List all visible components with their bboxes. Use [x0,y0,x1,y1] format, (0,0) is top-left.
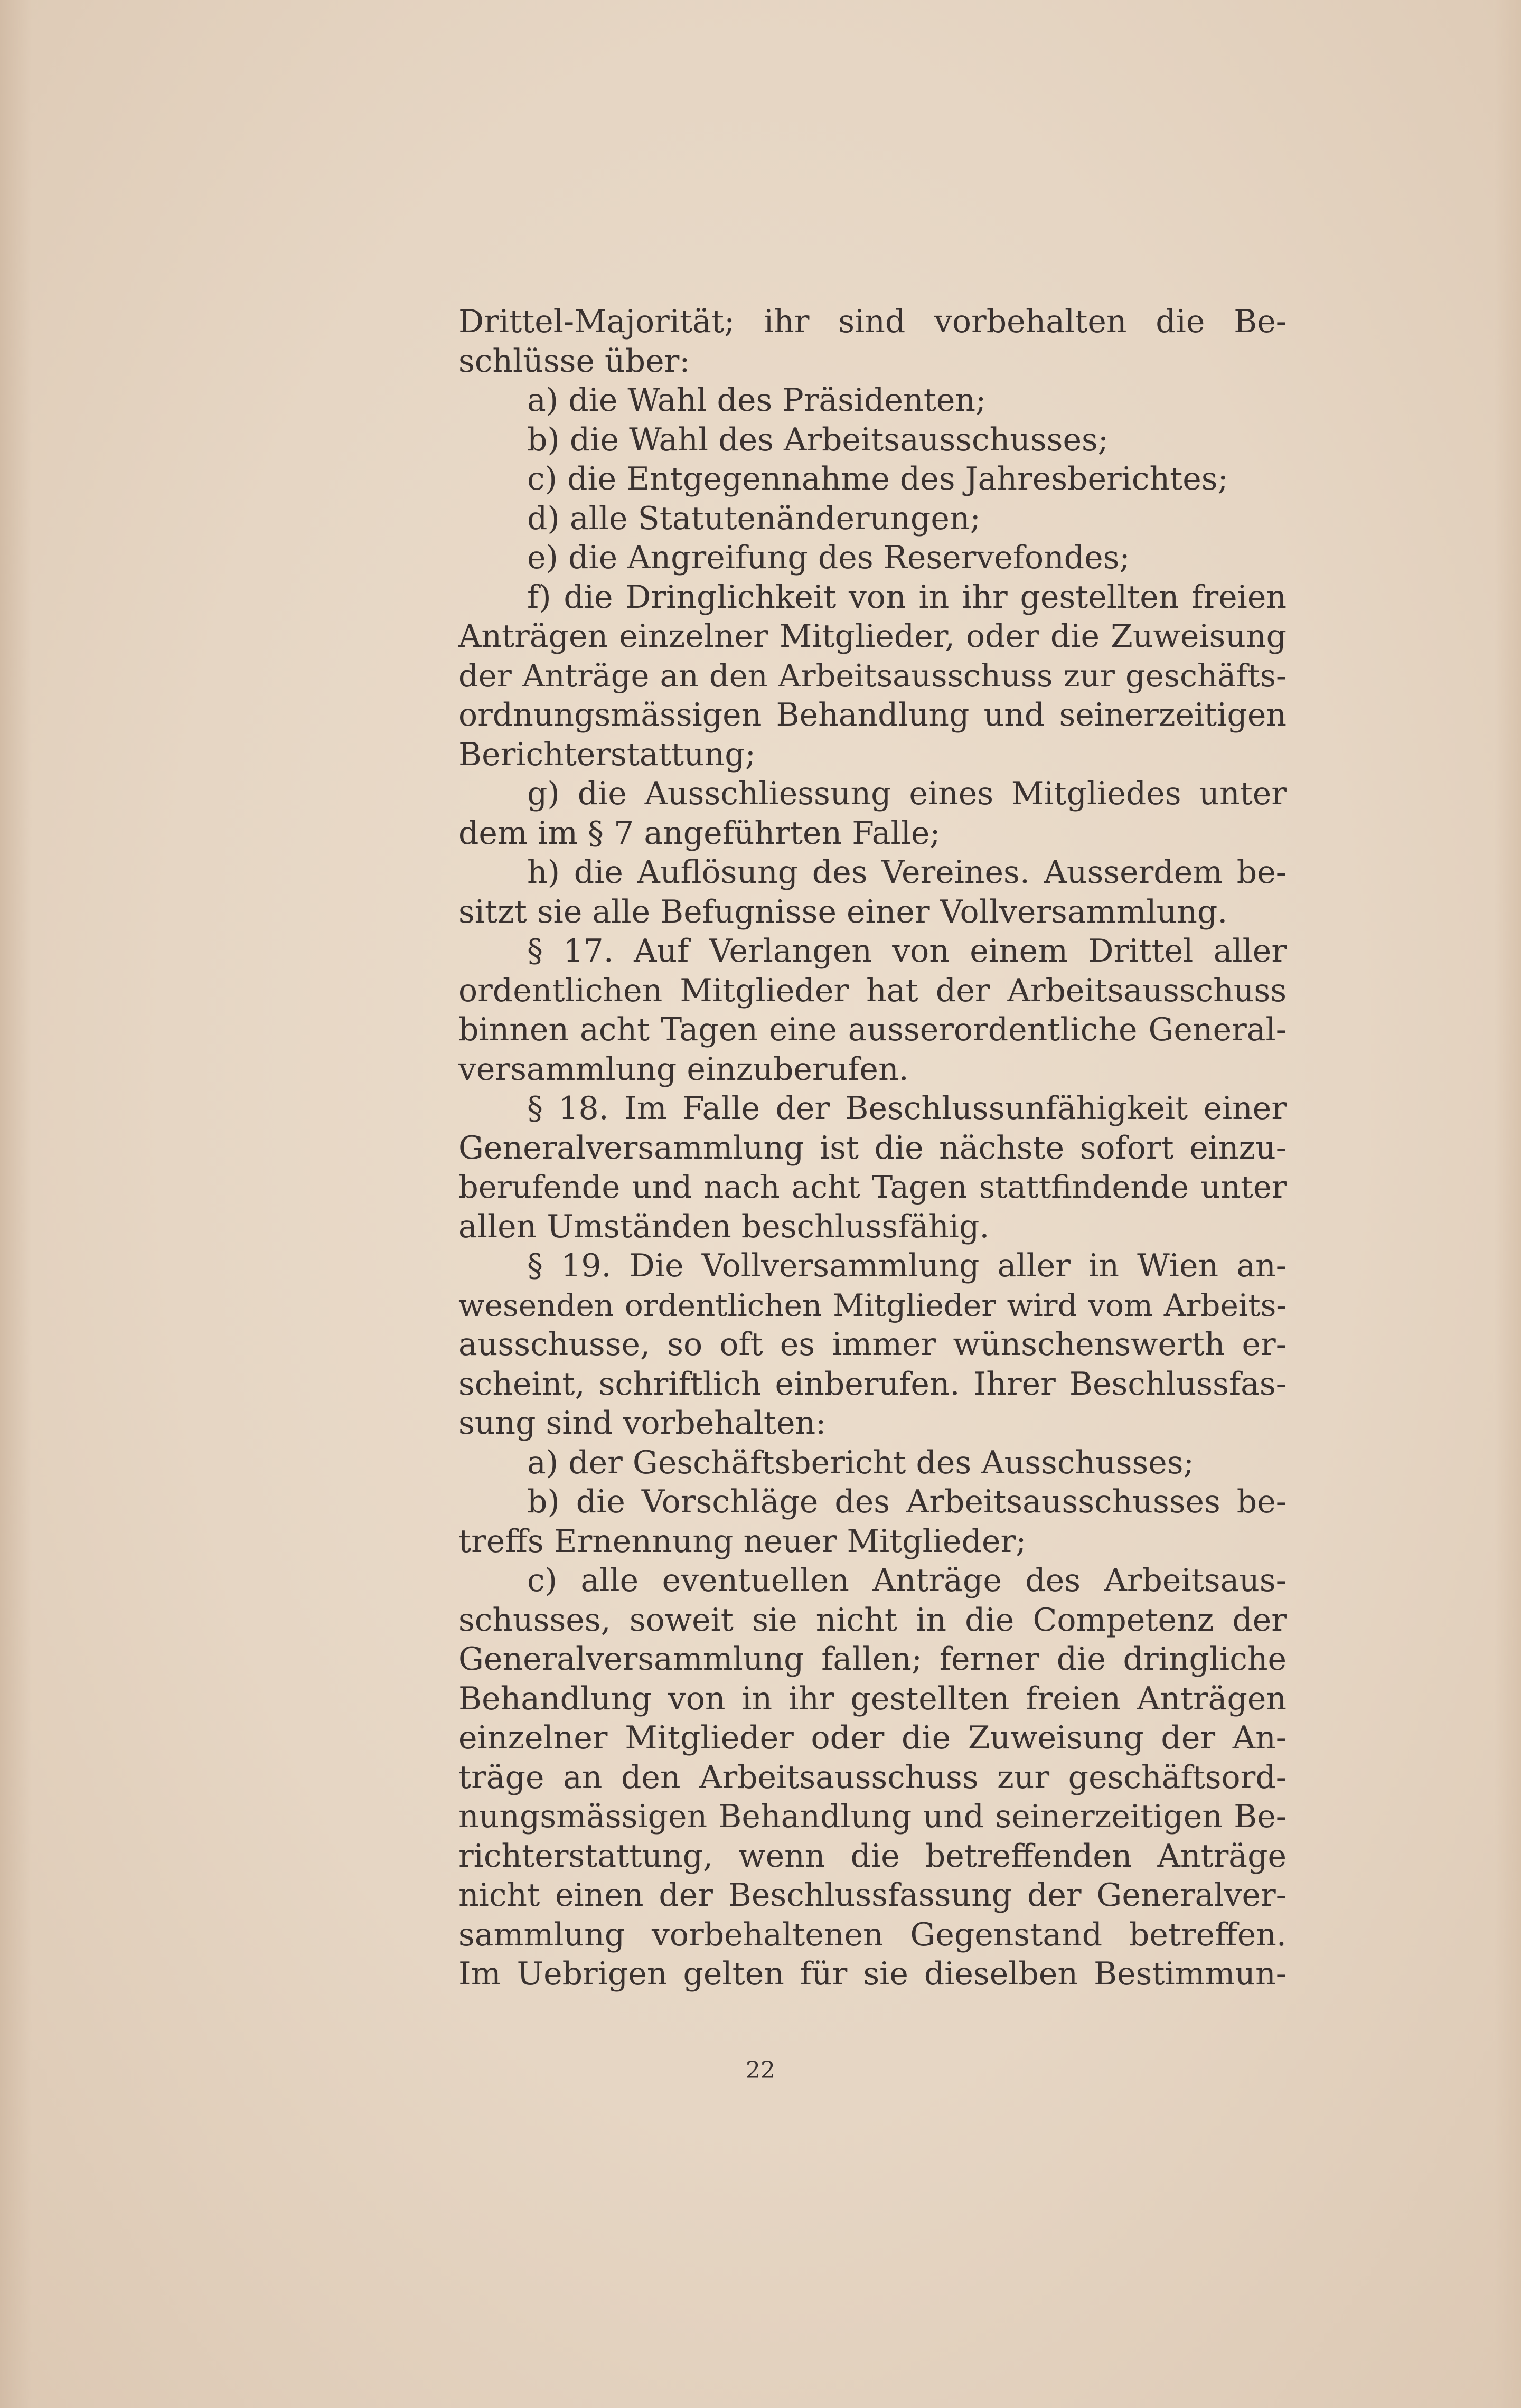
text-line: ordnungsmässigen Behandlung und seinerzeitigen [458,697,1287,733]
text-line: b) die Vorschläge des Arbeitsausschusses be- [527,1483,1287,1520]
text-line: sung sind vorbehalten: [458,1405,827,1442]
text-line: nungsmässigen Behandlung und seinerzeitigen Be- [458,1798,1287,1835]
page-shadow-right [1495,0,1521,2408]
text-line: c) alle eventuellen Anträge des Arbeitsaus- [527,1562,1287,1599]
text-line: scheint, schriftlich einberufen. Ihrer Beschlussfas- [458,1365,1287,1403]
text-line: h) die Auflösung des Vereines. Ausserdem be- [527,854,1287,891]
text-line: Berichterstattung; [458,736,756,773]
text-line: Generalversammlung fallen; ferner die dringliche [458,1641,1287,1678]
text-line: c) die Entgegennahme des Jahresberichtes; [527,460,1228,497]
text-line: Generalversammlung ist die nächste sofort einzu- [458,1129,1287,1167]
body-text [458,302,1287,1994]
text-line: d) alle Statutenänderungen; [527,500,981,537]
text-line: nicht einen der Beschlussfassung der Generalver- [458,1877,1287,1914]
text-line: treffs Ernennung neuer Mitglieder; [458,1522,1027,1560]
text-line: träge an den Arbeitsausschuss zur geschäftsord- [458,1758,1287,1796]
page-number: 22 [746,2057,775,2084]
text-line: f) die Dringlichkeit von in ihr gestellten freien [527,578,1287,616]
text-line: e) die Angreifung des Reservefondes; [527,539,1130,576]
page-shadow-left [0,0,32,2408]
text-line: sitzt sie alle Befugnisse einer Vollversammlung. [458,893,1228,930]
text-line: ausschusse, so oft es immer wünschenswerth er- [458,1326,1287,1363]
text-line: dem im § 7 angeführten Falle; [458,814,941,852]
text-line: allen Umständen beschlussfähig. [458,1208,990,1245]
text-line: einzelner Mitglieder oder die Zuweisung der An- [458,1719,1287,1756]
text-line: schlüsse über: [458,342,690,380]
text-line: Anträgen einzelner Mitglieder, oder die Zuweisung [458,618,1287,655]
text-line: a) die Wahl des Präsidenten; [527,382,987,419]
text-line: berufende und nach acht Tagen stattfindende unter [458,1169,1287,1205]
text-line: sammlung vorbehaltenen Gegenstand betreffen. [458,1916,1287,1953]
text-line: a) der Geschäftsbericht des Ausschusses; [527,1444,1194,1481]
text-line: Drittel-Majorität; ihr sind vorbehalten die Be- [458,303,1287,340]
text-line: g) die Ausschliessung eines Mitgliedes unter [527,775,1287,812]
text-line: richterstattung, wenn die betreffenden Anträge [458,1837,1287,1875]
text-line: § 18. Im Falle der Beschlussunfähigkeit einer [527,1090,1287,1127]
text-line: der Anträge an den Arbeitsausschuss zur geschäfts- [458,657,1287,694]
text-line: binnen acht Tagen eine ausserordentliche General- [458,1011,1287,1048]
text-line: wesenden ordentlichen Mitglieder wird vom Arbeits- [458,1287,1287,1323]
text-line: § 19. Die Vollversammlung aller in Wien an- [527,1247,1287,1284]
text-line: b) die Wahl des Arbeitsausschusses; [527,421,1109,458]
text-line: versammlung einzuberufen. [458,1050,909,1088]
text-line: Behandlung von in ihr gestellten freien Anträgen [458,1680,1287,1717]
text-line: schusses, soweit sie nicht in die Competenz der [458,1601,1287,1639]
text-line: § 17. Auf Verlangen von einem Drittel aller [527,933,1287,970]
text-line: Im Uebrigen gelten für sie dieselben Bestimmun- [458,1955,1287,1992]
text-line: ordentlichen Mitglieder hat der Arbeitsausschuss [458,972,1287,1009]
